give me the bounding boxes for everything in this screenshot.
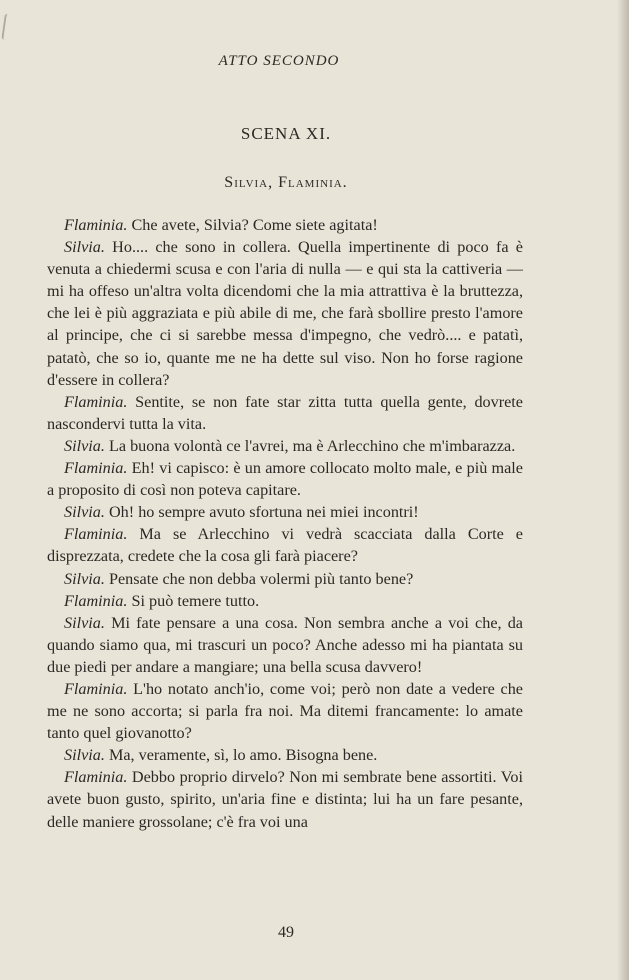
speech-text: Si può temere tutto. <box>127 591 260 610</box>
dialogue-line <box>47 435 523 457</box>
speech-text: Ma se Arlecchino vi vedrà scacciata dalla Corte e disprezzata, credete che la cosa gli farà piacere? <box>47 525 523 566</box>
speech-text: Che avete, Silvia? Come siete agitata! <box>127 216 378 234</box>
speech-text: La buona volontà ce l'avrei, ma è Arlecchino che m'imbarazza. <box>104 436 516 455</box>
speech-text: Debbo proprio dirvelo? Non mi sembrate bene assortiti. Voi avete buon gusto, spirito, un'aria fine e distinta; lui ha un fare pesante, delle maniere grossolane; c'è fra voi una <box>47 768 523 831</box>
speech-text: Pensate che non debba volermi più tanto bene? <box>104 569 414 588</box>
running-head: ATTO SECONDO <box>218 53 340 69</box>
dialogue-line <box>47 766 523 832</box>
speech-text: Ho.... che sono in collera. Quella impertinente di poco fa è venuta a chiedermi scusa e con l'aria di nulla — e qui sta la cattiveria — mi ha offeso un'altra volta dicendomi che la mia attrattiva è la bruttezza, che lei è più aggraziata e più abile di me, che farà sbollire presto l'amore al principe, che ci si sarebbe messa d'impegno, che vedrò.... e patatì, patatò, che so io, quante me ne ha dette sul viso. Non ho forse ragione d'essere in collera? <box>47 238 523 389</box>
dialogue-line <box>47 391 523 435</box>
speaker-name: Silvia. <box>64 238 105 257</box>
speaker-name: Flaminia. <box>64 392 128 411</box>
dialogue-line <box>47 501 523 523</box>
dialogue-line <box>47 590 523 612</box>
speech-text: Sentite, se non fate star zitta tutta quella gente, dovrete nascondervi tutta la vita. <box>47 392 523 433</box>
speaker-name: Flaminia. <box>64 525 128 544</box>
speaker-name: Flaminia. <box>64 216 128 234</box>
speaker-name: Flaminia. <box>64 459 128 478</box>
speech-text: Eh! vi capisco: è un amore collocato molto male, e più male a proposito di così non poteva capitare. <box>47 459 523 500</box>
dialogue-line <box>47 236 523 391</box>
dialogue-line <box>47 568 523 590</box>
speaker-name: Flaminia. <box>64 768 128 787</box>
dialogue-line <box>47 744 523 766</box>
speaker-name: Flaminia. <box>64 591 128 610</box>
speaker-name: Silvia. <box>64 503 105 522</box>
speaker-name: Silvia. <box>64 436 105 455</box>
dialogue-line <box>47 678 523 744</box>
dialogue-line <box>47 612 523 678</box>
speaker-name: Silvia. <box>64 613 105 632</box>
speech-text: L'ho notato anch'io, come voi; però non date a vedere che me ne sono accorta; si parla fra noi. Ma ditemi francamente: lo amate tanto quel giovanotto? <box>47 679 523 743</box>
page-number: 49 <box>278 924 294 941</box>
speech-text: Oh! ho sempre avuto sfortuna nei miei incontri! <box>104 503 419 522</box>
page-edge-shadow <box>617 0 629 980</box>
speech-text: Mi fate pensare a una cosa. Non sembra anche a voi che, da quando siamo qua, mi trascuri un poco? Anche adesso mi ha piantata su due piedi per andare a mangiare; una bella scusa davvero! <box>47 613 523 676</box>
speaker-name: Silvia. <box>64 569 105 588</box>
speaker-name: Flaminia. <box>64 679 128 698</box>
speaker-name: Silvia. <box>64 746 105 765</box>
dialogue-line <box>47 523 523 567</box>
margin-mark <box>1 14 13 41</box>
dialogue-line <box>47 457 523 501</box>
speech-text: Ma, veramente, sì, lo amo. Bisogna bene. <box>104 746 378 765</box>
scene-characters: Silvia, Flaminia. <box>224 174 348 191</box>
dialogue-body <box>47 214 523 833</box>
dialogue-line <box>47 214 523 236</box>
scene-title: SCENA XI. <box>240 124 332 143</box>
